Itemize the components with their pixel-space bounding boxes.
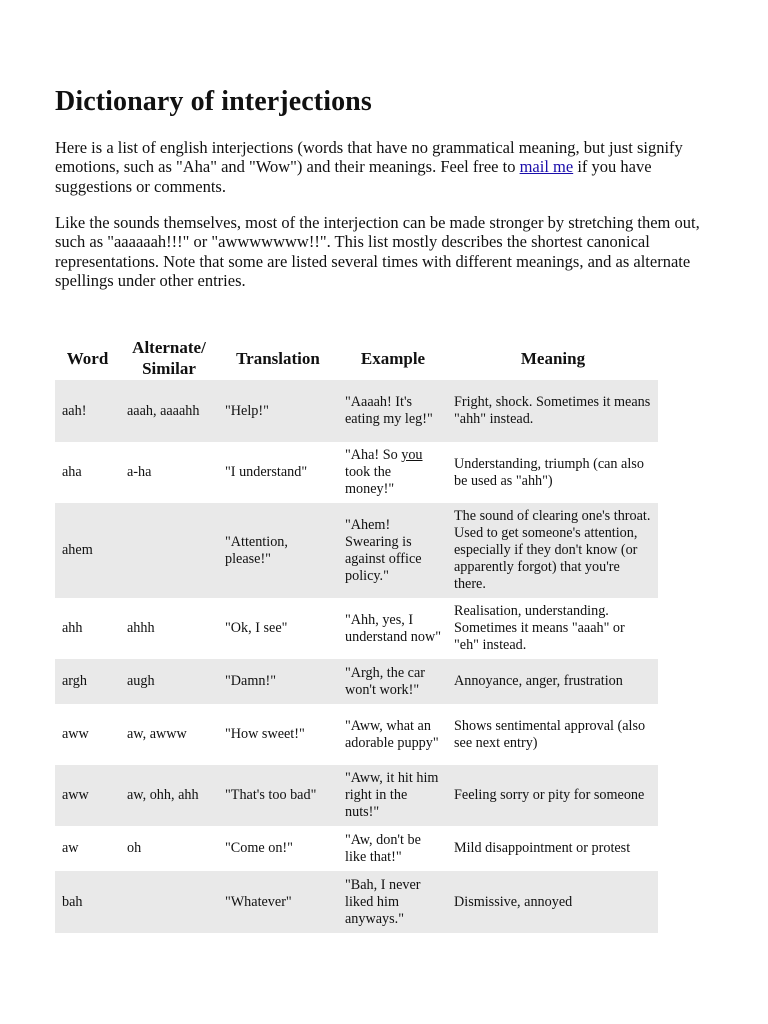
header-meaning: Meaning [520, 348, 586, 368]
mail-me-link[interactable]: mail me [519, 157, 574, 177]
table-row [55, 704, 658, 765]
cell-meaning: Dismissive, annoyed [448, 871, 658, 933]
cell-example: "Ahh, yes, I understand now" [345, 611, 442, 645]
table-row [55, 659, 658, 704]
table-row [55, 442, 658, 503]
table-row [55, 871, 658, 933]
interjections-table [55, 336, 658, 933]
cell-word: aww [55, 765, 120, 826]
cell-word: aha [62, 464, 82, 480]
header-word: Word [66, 348, 109, 368]
example-underlined: you [401, 447, 423, 463]
header-alternate [120, 336, 218, 380]
cell-meaning: Realisation, understanding. Sometimes it means "aaah" or "eh" instead. [454, 603, 625, 653]
table-row [55, 598, 658, 659]
cell-example: "Bah, I never liked him anyways." [338, 871, 448, 933]
cell-meaning: Feeling sorry or pity for someone [448, 765, 658, 826]
cell-word: aww [62, 726, 89, 742]
cell-translation: "Damn!" [218, 659, 338, 704]
cell-alt: aw, awww [127, 726, 187, 742]
cell-meaning: Shows sentimental approval (also see next entry) [454, 717, 646, 751]
table-header-row [55, 336, 658, 380]
cell-translation: "Whatever" [218, 871, 338, 933]
cell-translation: "I understand" [225, 464, 308, 480]
cell-word: ahh [62, 620, 83, 636]
cell-alt [120, 871, 218, 933]
cell-alt: a-ha [127, 464, 152, 480]
intro-paragraph-1 [55, 138, 715, 196]
cell-meaning: The sound of clearing one's throat. Used to get someone's attention, especially if they don't know (or apparently forgot) that you're there. [448, 503, 658, 598]
cell-alt: ahhh [127, 620, 155, 636]
cell-meaning: Fright, shock. Sometimes it means "ahh" instead. [448, 380, 658, 442]
header-alternate-text: Alternate/ Similar [132, 338, 206, 378]
cell-example: "Argh, the car won't work!" [338, 659, 448, 704]
cell-word: bah [55, 871, 120, 933]
cell-translation: "Help!" [218, 380, 338, 442]
table-row [55, 503, 658, 598]
page-title: Dictionary of interjections [55, 86, 372, 117]
cell-example: "Aaaah! It's eating my leg!" [338, 380, 448, 442]
cell-translation: "How sweet!" [225, 726, 305, 742]
cell-alt: oh [127, 840, 142, 856]
cell-word: aw [62, 840, 79, 856]
cell-word: argh [55, 659, 120, 704]
header-translation: Translation [236, 348, 320, 368]
cell-example [338, 442, 448, 503]
cell-translation: "Ok, I see" [225, 620, 288, 636]
cell-translation: "Come on!" [225, 840, 293, 856]
intro-text-1b: if you have suggestions or comments. [55, 157, 652, 196]
cell-translation: "Attention, please!" [218, 503, 338, 598]
cell-example: "Aw, don't be like that!" [345, 831, 421, 865]
cell-example: "Aww, it hit him right in the nuts!" [338, 765, 448, 826]
cell-word: aah! [55, 380, 120, 442]
cell-translation: "That's too bad" [218, 765, 338, 826]
example-text: "Aha! So [345, 447, 402, 463]
cell-example: "Ahem! Swearing is against office policy." [338, 503, 448, 598]
example-text: took the money!" [345, 464, 395, 497]
cell-alt: aaah, aaaahh [120, 380, 218, 442]
header-example: Example [360, 348, 426, 368]
cell-meaning: Understanding, triumph (can also be used as "ahh") [454, 455, 644, 489]
cell-alt: augh [120, 659, 218, 704]
cell-word: ahem [55, 503, 120, 598]
intro-text-1: Here is a list of english interjections (words that have no grammatical meaning, but just signify emotions, such as "Aha" and "Wow") and their meanings. Feel free to [55, 138, 683, 177]
table-row [55, 380, 658, 442]
intro-paragraph-2: Like the sounds themselves, most of the interjection can be made stronger by stretching them out, such as "aaaaaah!!!" or "awwwwwww!!". This list mostly describes the shortest canonical representations. Note that some are listed several times with different meanings, and as alternate spellings under other entries. [55, 213, 700, 290]
cell-meaning: Annoyance, anger, frustration [448, 659, 658, 704]
cell-alt: aw, ohh, ahh [120, 765, 218, 826]
cell-meaning: Mild disappointment or protest [454, 840, 631, 856]
table-row [55, 765, 658, 826]
cell-example: "Aww, what an adorable puppy" [345, 717, 439, 751]
cell-alt [120, 503, 218, 598]
table-row [55, 826, 658, 871]
